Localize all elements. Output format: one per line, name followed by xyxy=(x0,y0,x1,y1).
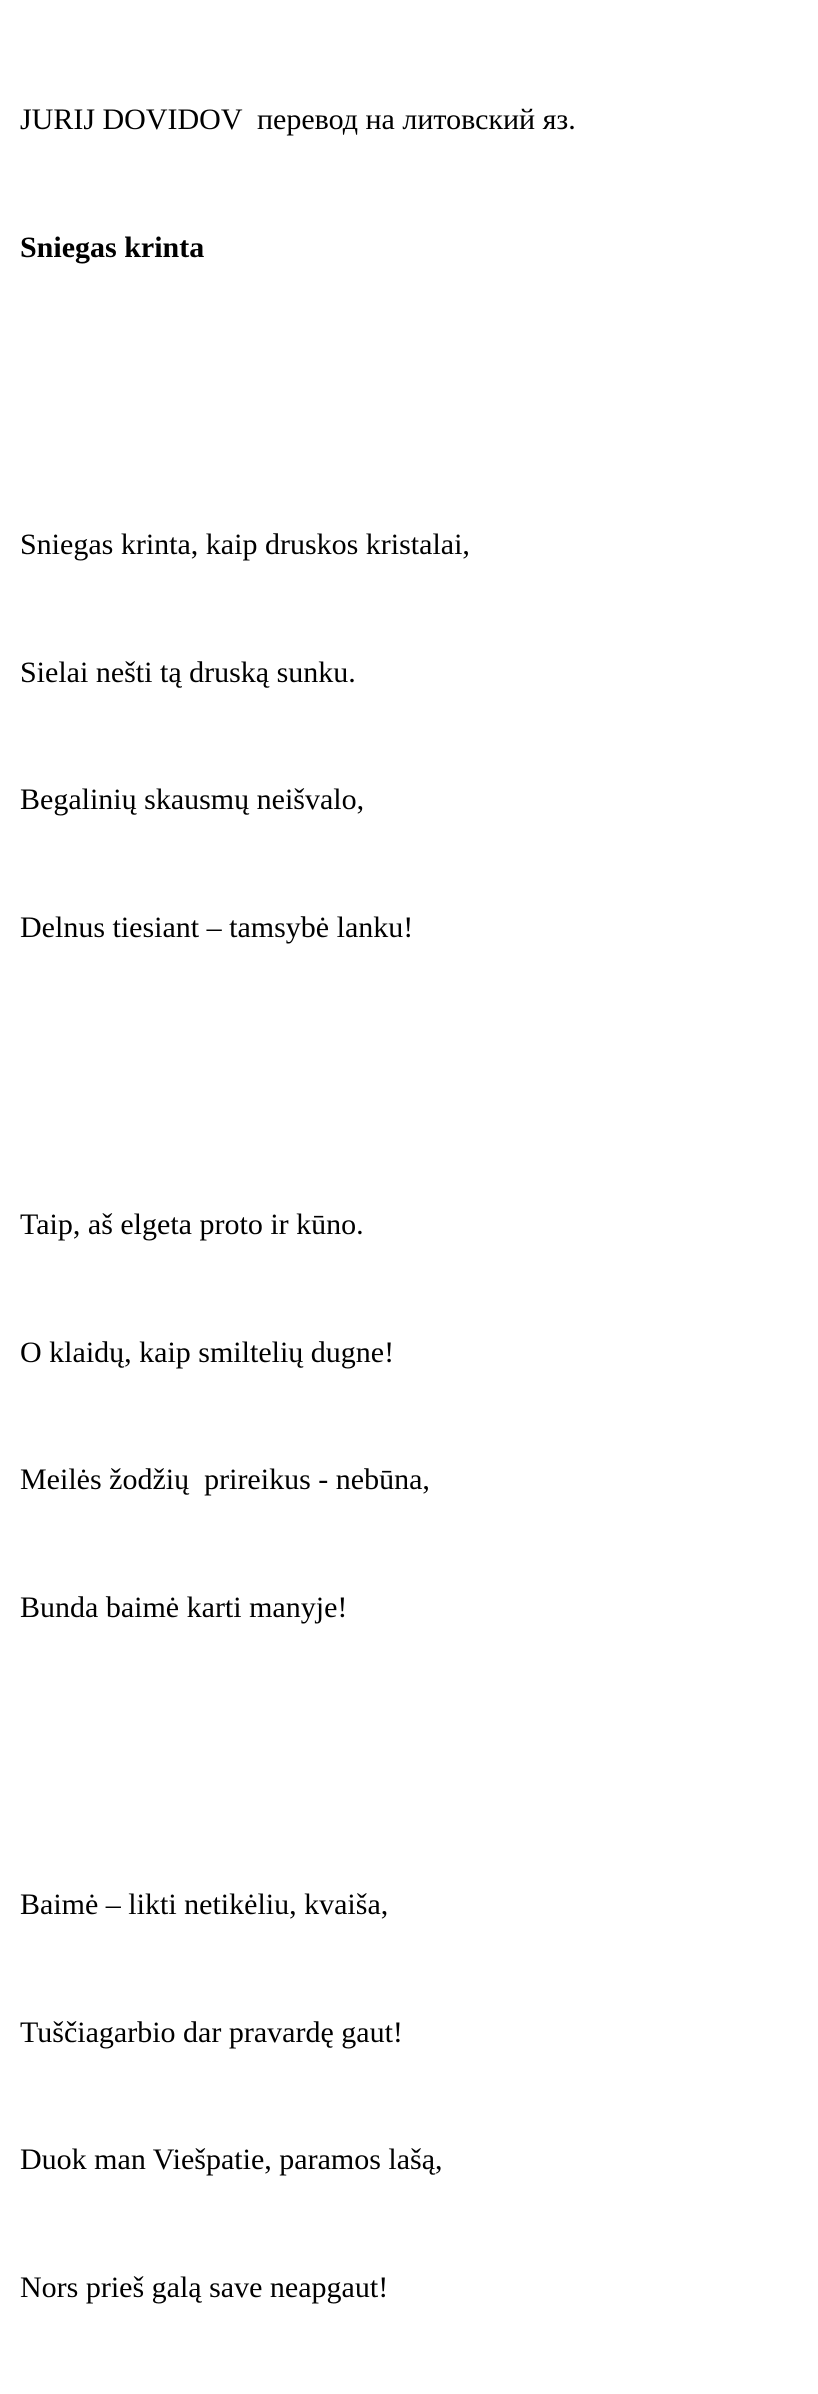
stanza-2-line-4: Bunda baimė karti manyje! xyxy=(20,1590,348,1624)
stanza-3-line-3: Duok man Viešpatie, paramos lašą, xyxy=(20,2143,443,2176)
stanza-1-line-1: Sniegas krinta, kaip druskos kristalai, xyxy=(20,528,470,561)
stanza-spacer xyxy=(20,354,576,397)
stanza-3-line-4: Nors prieš galą save neapgaut! xyxy=(20,2270,389,2304)
stanza-spacer xyxy=(20,1714,576,1757)
author-translation-line: JURIJ DOVIDOV перевод на литовский яз. xyxy=(20,103,576,136)
stanza-spacer xyxy=(20,1034,576,1077)
stanza-1-line-4: Delnus tiesiant – tamsybė lanku! xyxy=(20,910,414,944)
poem-text xyxy=(20,14,576,2394)
stanza-1-line-3: Begalinių skausmų neišvalo, xyxy=(20,783,365,816)
stanza-3-line-2: Tuščiagarbio dar pravardę gaut! xyxy=(20,2015,403,2049)
stanza-2-line-2: O klaidų, kaip smiltelių dugne! xyxy=(20,1335,395,1369)
stanza-2-line-3: Meilės žodžių prireikus - nebūna, xyxy=(20,1463,430,1496)
poem-title: Sniegas krinta xyxy=(20,230,205,264)
stanza-2-line-1: Taip, aš elgeta proto ir kūno. xyxy=(20,1208,364,1241)
stanza-3-line-1: Baimė – likti netikėliu, kvaiša, xyxy=(20,1888,389,1921)
stanza-1-line-2: Sielai nešti tą druską sunku. xyxy=(20,655,356,689)
